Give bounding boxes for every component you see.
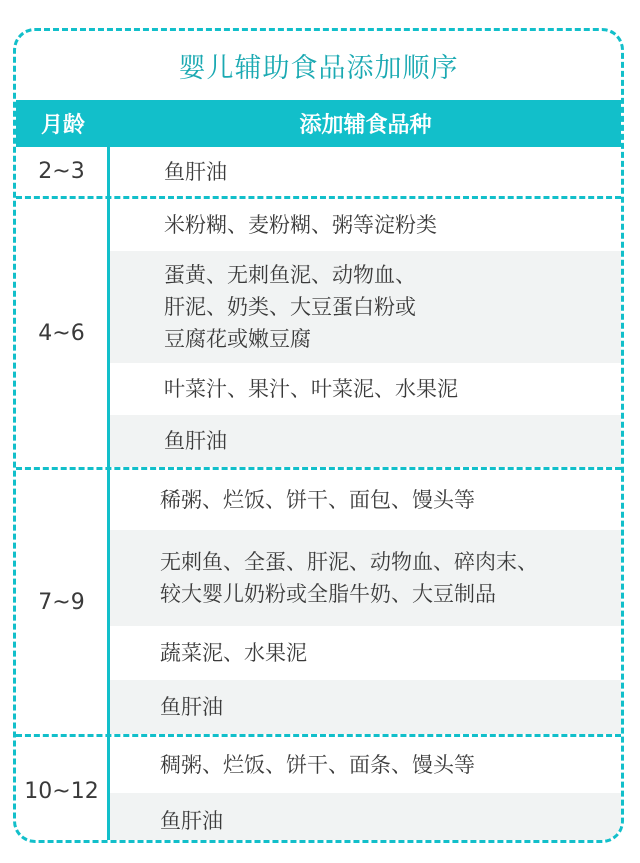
- food-row: 蔬菜泥、水果泥: [160, 641, 307, 665]
- table-header: [16, 100, 621, 147]
- food-row: 鱼肝油: [110, 793, 621, 843]
- age-cell: 4~6: [16, 199, 110, 467]
- food-row: 叶菜汁、果汁、叶菜泥、水果泥: [164, 377, 458, 401]
- header-food: 添加辅食品种: [299, 113, 432, 138]
- age-cell: 2~3: [16, 147, 110, 196]
- header-age: 月龄: [40, 113, 85, 138]
- food-row: 蛋黄、无刺鱼泥、动物血、 肝泥、奶类、大豆蛋白粉或 豆腐花或嫩豆腐: [110, 251, 621, 363]
- age-group: [16, 734, 621, 843]
- food-row: 稀粥、烂饭、饼干、面包、馒头等: [160, 488, 475, 512]
- food-row: 米粉糊、麦粉糊、粥等淀粉类: [164, 213, 437, 237]
- page-title: 婴儿辅助食品添加顺序: [178, 53, 459, 84]
- age-group: [16, 147, 621, 196]
- age-cell: 10~12: [16, 737, 110, 843]
- food-row: 无刺鱼、全蛋、肝泥、动物血、碎肉末、 较大婴儿奶粉或全脂牛奶、大豆制品: [110, 530, 621, 626]
- food-row: 稠粥、烂饭、饼干、面条、馒头等: [160, 753, 475, 777]
- age-group: [16, 196, 621, 467]
- age-cell: 7~9: [16, 470, 110, 734]
- food-row: 鱼肝油: [110, 415, 621, 467]
- age-group: [16, 467, 621, 734]
- food-row: 鱼肝油: [110, 680, 621, 734]
- table-frame: [13, 28, 624, 843]
- food-row: 鱼肝油: [164, 159, 227, 184]
